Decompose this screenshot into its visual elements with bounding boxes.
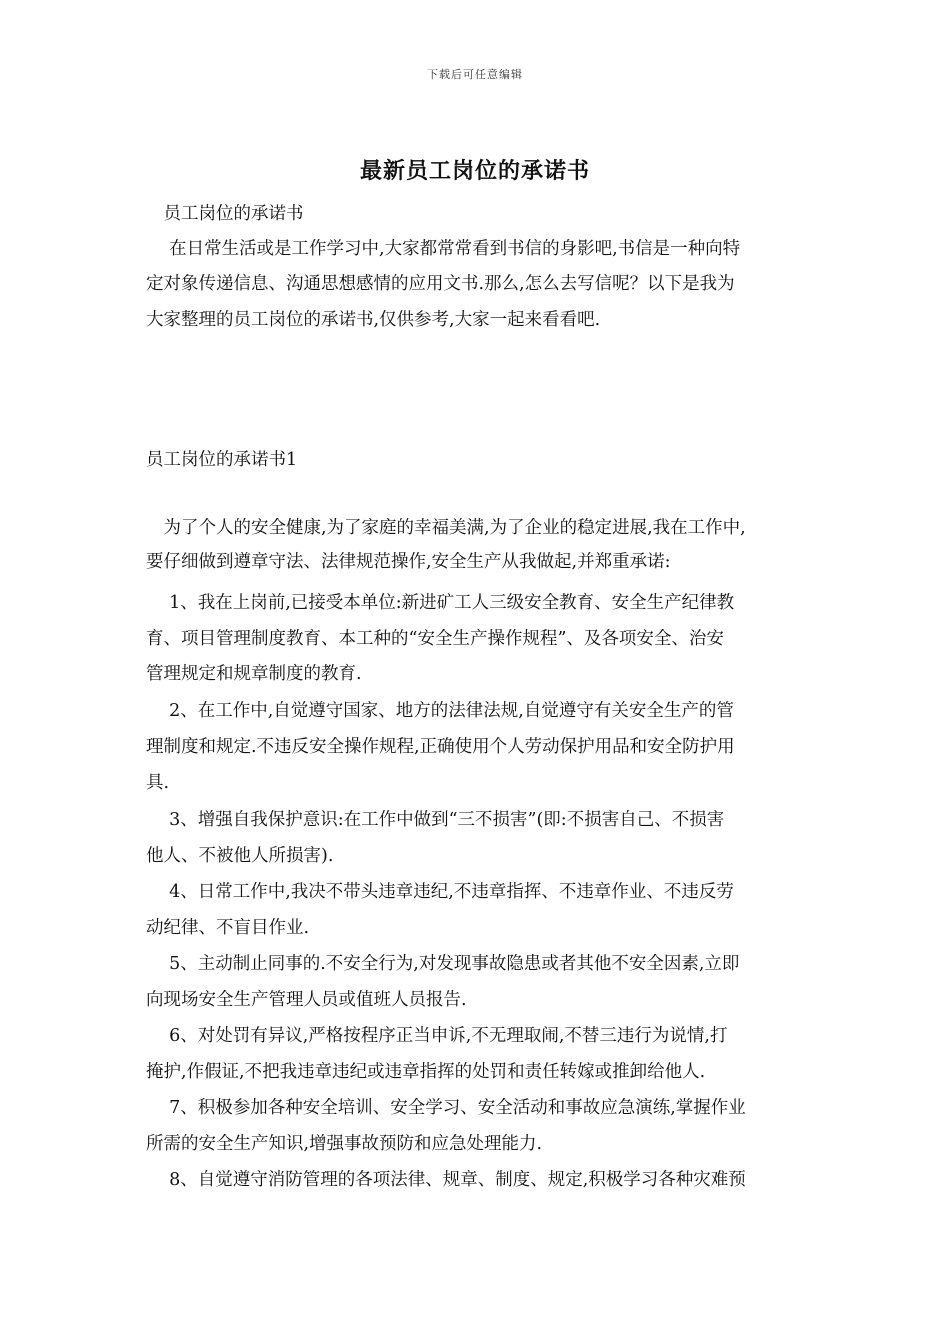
body-line-10: 管理规定和规章制度的教育. — [146, 664, 362, 684]
body-line-16: 4、日常工作中,我决不带头违章违纪,不违章指挥、不违章作业、不违反劳 — [146, 882, 734, 902]
body-line-20: 6、对处罚有异议,严格按程序正当申诉,不无理取闹,不替三违行为说情,打 — [146, 1026, 728, 1046]
body-line-9: 育、项目管理制度教育、本工种的“安全生产操作规程”、及各项安全、治安 — [146, 629, 724, 649]
section-heading: 员工岗位的承诺书1 — [146, 450, 298, 470]
body-line-18: 5、主动制止同事的.不安全行为,对发现事故隐患或者其他不安全因素,立即 — [146, 954, 740, 974]
body-line-15: 他人、不被他人所损害). — [146, 846, 334, 866]
body-line-24: 8、自觉遵守消防管理的各项法律、规章、制度、规定,积极学习各种灾难预 — [146, 1170, 746, 1190]
body-line-17: 动纪律、不盲目作业. — [146, 918, 310, 938]
body-line-8: 1、我在上岗前,已接受本单位:新进矿工人三级安全教育、安全生产纪律教 — [146, 593, 735, 613]
body-line-13: 具. — [146, 773, 170, 793]
body-line-23: 所需的安全生产知识,增强事故预防和应急处理能力. — [146, 1134, 543, 1154]
body-line-7: 要仔细做到遵章守法、法律规范操作,安全生产从我做起,并郑重承诺: — [146, 552, 671, 572]
page-header-note: 下载后可任意编辑 — [427, 68, 523, 81]
body-line-11: 2、在工作中,自觉遵守国家、地方的法律法规,自觉遵守有关安全生产的管 — [146, 701, 734, 721]
body-line-21: 掩护,作假证,不把我违章违纪或违章指挥的处罚和责任转嫁或推卸给他人. — [146, 1062, 706, 1082]
body-line-19: 向现场安全生产管理人员或值班人员报告. — [146, 990, 467, 1010]
body-line-12: 理制度和规定.不违反安全操作规程,正确使用个人劳动保护用品和安全防护用 — [146, 737, 735, 757]
document-title: 最新员工岗位的承诺书 — [359, 158, 590, 184]
body-line-22: 7、积极参加各种安全培训、安全学习、安全活动和事故应急演练,掌握作业 — [146, 1098, 746, 1118]
body-line-3: 定对象传递信息、沟通思想感情的应用文书.那么,怎么去写信呢？以下是我为 — [146, 274, 735, 294]
body-line-4: 大家整理的员工岗位的承诺书,仅供参考,大家一起来看看吧. — [146, 310, 601, 330]
body-line-2: 在日常生活或是工作学习中,大家都常常看到书信的身影吧,书信是一种向特 — [146, 239, 741, 259]
body-line-6: 为了个人的安全健康,为了家庭的幸福美满,为了企业的稳定进展,我在工作中, — [146, 518, 746, 538]
body-line-1: 员工岗位的承诺书 — [146, 204, 304, 224]
body-line-14: 3、增强自我保护意识:在工作中做到“三不损害”(即:不损害自己、不损害 — [146, 810, 725, 830]
